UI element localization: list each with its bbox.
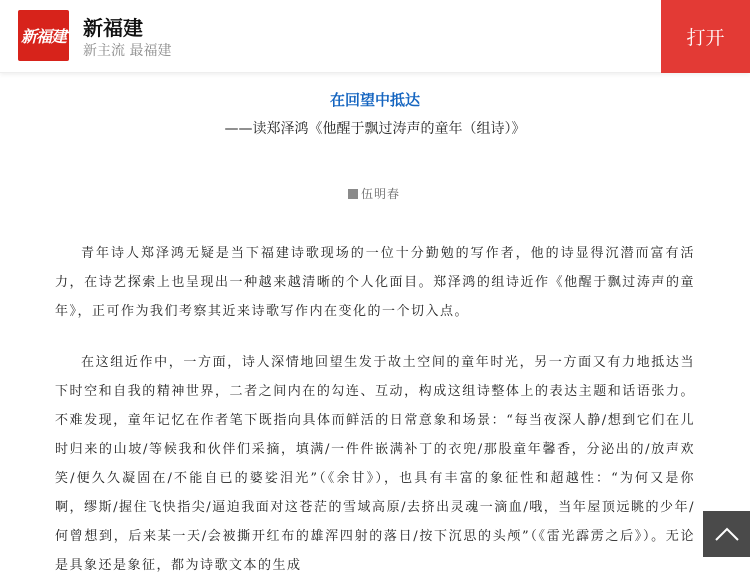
chevron-up-icon [714,526,740,542]
logo-text: 新福建 [20,27,66,46]
open-app-button[interactable]: 打开 [661,0,750,73]
author-name: 伍明春 [361,187,401,201]
back-to-top-button[interactable] [703,511,750,557]
app-name: 新福建 [83,16,143,40]
app-download-banner [0,0,750,73]
app-logo [18,10,69,61]
article-subtitle: ——读郑泽鸿《他醒于飘过涛声的童年（组诗）》 [224,121,526,137]
author-byline [348,185,400,202]
square-bullet-icon [348,189,358,199]
article-paragraph: 在这组近作中，一方面，诗人深情地回望生发于故土空间的童年时光，另一方面又有力地抵达当下时空和自我的精神世界，二者之间内在的勾连、互动，构成这组诗整体上的表达主题和话语张力。不难发现，童年记忆在作者笔下既指向具体而鲜活的日常意象和场景：“每当夜深人静/想到它们在儿时归来的山坡/等候我和伙伴们采摘，填满/一件件嵌满补丁的衣兜/那股童年馨香，分泌出的/放声欢笑/便久久凝固在/不能自已的婆娑泪光”（《余甘》），也具有丰富的象征性和超越性：“为何又是你啊，缪斯/握住飞快指尖/逼迫我面对这苍茫的雪域高原/去挤出灵魂一滴血/哦，当年屋顶远眺的少年/何曾想到，后来某一天/会被撕开红布的雄浑四射的落日/按下沉思的头颅”（《雷光霹雳之后》）。无论是具象还是象征，都为诗歌文本的生成 [55,355,695,573]
article-paragraph: 青年诗人郑泽鸿无疑是当下福建诗歌现场的一位十分勤勉的写作者，他的诗显得沉潜而富有活力，在诗艺探索上也呈现出一种越来越清晰的个人化面目。郑泽鸿的组诗近作《他醒于飘过涛声的童年》，正可作为我们考察其近来诗歌写作内在变化的一个切入点。 [55,246,695,319]
article-title: 在回望中抵达 [329,91,420,109]
app-slogan: 新主流 最福建 [83,43,172,59]
